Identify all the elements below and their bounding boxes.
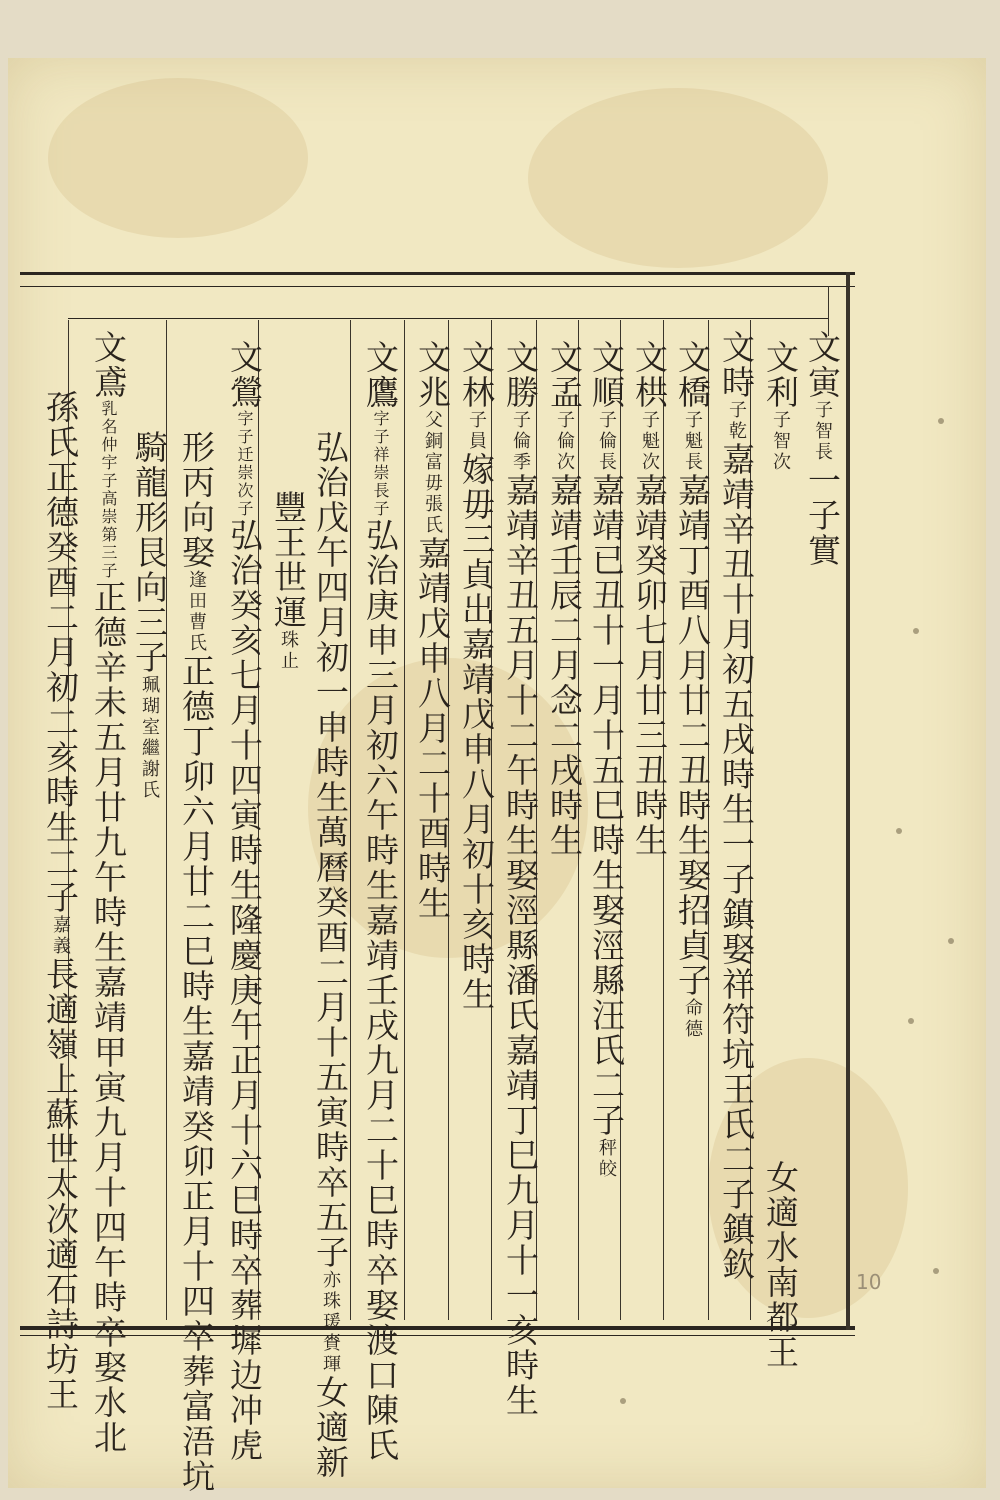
entry-text: 弘治戊午四月初一申時生萬曆癸酉二月十五寅時卒五子 bbox=[311, 430, 350, 1270]
entry-note: 子智長 bbox=[812, 400, 833, 463]
top-border-inner bbox=[20, 286, 855, 287]
entry-tail-note: 秤皎 bbox=[596, 1138, 617, 1180]
entry-text: 孫氏正德癸酉二月初二亥時生二子 bbox=[41, 390, 80, 915]
entry-text: 騎龍形艮向三子 bbox=[130, 430, 169, 675]
entry-name: 文鳶 bbox=[89, 330, 128, 400]
entry-name: 文林 bbox=[457, 340, 496, 410]
entry-note: 子乾 bbox=[726, 400, 747, 442]
entry-qilong bbox=[130, 430, 169, 801]
entry-text: 弘治庚申三月初六午時生嘉靖壬戌九月二十巳時卒娶渡口陳氏 bbox=[361, 518, 400, 1463]
entry-wenyin bbox=[803, 330, 842, 568]
entry-note: 子倫季 bbox=[510, 410, 531, 473]
entry-tail-note: 女適水南都王 bbox=[761, 1160, 800, 1370]
entry-text: 嘉靖戊申八月二十酉時生 bbox=[413, 536, 452, 921]
entry-wenqiao bbox=[673, 340, 712, 1040]
entry-tail-note-2: 繼謝氏 bbox=[139, 738, 160, 801]
entry-tail-note: 嘉義 bbox=[50, 915, 71, 957]
entry-name: 文橋 bbox=[673, 340, 712, 410]
entry-name: 文鷹 bbox=[361, 340, 400, 410]
entry-wenying-spouse bbox=[311, 430, 350, 1480]
entry-note: 父銅富毋張氏 bbox=[422, 410, 443, 536]
entry-text: 嘉靖已丑十一月十五巳時生娶涇縣汪氏二子 bbox=[587, 473, 626, 1138]
entry-text: 嘉靖壬辰二月念二戌時生 bbox=[545, 473, 584, 858]
entry-wengong bbox=[630, 340, 669, 858]
entry-wenying2-spouse bbox=[177, 430, 216, 1494]
entry-note: 子員 bbox=[466, 410, 487, 452]
entry-wenli bbox=[761, 340, 800, 473]
entry-mid-note: 逢田曹氏 bbox=[186, 570, 207, 654]
bottom-border bbox=[20, 1326, 855, 1330]
entry-wenlin bbox=[457, 340, 496, 1012]
entry-wenzhao bbox=[413, 340, 452, 921]
entry-name: 文栱 bbox=[630, 340, 669, 410]
entry-name: 文時 bbox=[717, 330, 756, 400]
entry-note: 子智次 bbox=[770, 410, 791, 473]
entry-text: 嘉靖辛丑五月十二午時生娶涇縣潘氏嘉靖丁巳九月十一亥時生 bbox=[501, 473, 540, 1418]
entry-text: 豐王世運 bbox=[269, 490, 308, 630]
entry-name: 文鶯 bbox=[225, 340, 264, 410]
entry-name: 文寅 bbox=[803, 330, 842, 400]
entry-text: 正德辛未五月廿九午時生嘉靖甲寅九月十四午時卒娶水北 bbox=[89, 580, 128, 1455]
entry-name: 文勝 bbox=[501, 340, 540, 410]
entry-note: 字子祥崇長子 bbox=[371, 410, 390, 518]
entry-name: 文兆 bbox=[413, 340, 452, 410]
entry-wenshi bbox=[717, 330, 756, 1282]
entry-wensheng bbox=[501, 340, 540, 1418]
entry-text: 弘治癸亥七月十四寅時生隆慶庚午正月十六巳時卒葬墀边冲虎 bbox=[225, 518, 264, 1463]
entry-text: 嘉靖丁酉八月廿二丑時生娶招貞子 bbox=[673, 473, 712, 998]
entry-wenyuan-spouse bbox=[41, 390, 80, 1412]
entry-name: 文順 bbox=[587, 340, 626, 410]
entry-tail-note: 命德 bbox=[682, 998, 703, 1040]
entry-wenshun bbox=[587, 340, 626, 1180]
right-border bbox=[846, 272, 850, 1330]
entry-tail-note: 珮瑚室 bbox=[139, 675, 160, 738]
genealogy-page bbox=[8, 58, 986, 1494]
entry-wenying2 bbox=[225, 340, 264, 1463]
entry-name: 文孟 bbox=[545, 340, 584, 410]
entry-note: 乳名仲宇子高崇第三子 bbox=[99, 400, 118, 580]
entry-note: 字子迁崇次子 bbox=[235, 410, 254, 518]
entry-wenying bbox=[361, 340, 400, 1463]
entry-text: 嘉靖癸卯七月廿三丑時生 bbox=[630, 473, 669, 858]
entry-note: 子魁次 bbox=[639, 410, 660, 473]
entry-text: 一子實 bbox=[803, 463, 842, 568]
entry-fengwang bbox=[269, 490, 308, 672]
entry-text: 嘉靖辛丑十月初五戌時生一子鎮娶祥符坑王氏二子鎮欽 bbox=[717, 442, 756, 1282]
entry-wenyuan bbox=[89, 330, 128, 1455]
entry-note: 子魁長 bbox=[682, 410, 703, 473]
entry-text: 形丙向娶 bbox=[177, 430, 216, 570]
top-border bbox=[20, 272, 855, 275]
entry-wenshi-daughter bbox=[761, 1160, 800, 1370]
entry-tail: 女適新 bbox=[311, 1375, 350, 1480]
entry-wenmeng bbox=[545, 340, 584, 858]
entry-tail-note: 亦珠瑗賚琿 bbox=[320, 1270, 341, 1375]
entry-text: 嫁毋三貞出嘉靖戊申八月初十亥時生 bbox=[457, 452, 496, 1012]
entry-text-2: 正德丁卯六月廿二巳時生嘉靖癸卯正月十四卒葬富浯坑 bbox=[177, 654, 216, 1494]
entry-tail: 長適嶺上蘇世太次適石詩坊王 bbox=[41, 957, 80, 1412]
margin-pencil-note: 10 bbox=[856, 1270, 882, 1294]
entry-note: 子倫次 bbox=[554, 410, 575, 473]
entry-tail-note: 珠止 bbox=[278, 630, 299, 672]
entry-name: 文利 bbox=[761, 340, 800, 410]
entry-note: 子倫長 bbox=[596, 410, 617, 473]
